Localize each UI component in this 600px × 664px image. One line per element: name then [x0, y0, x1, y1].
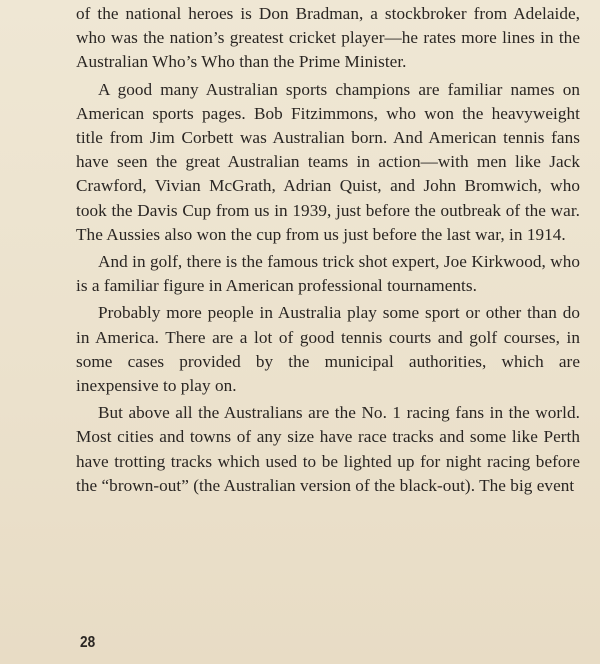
- body-text: [76, 2, 580, 498]
- page-number: 28: [80, 634, 96, 651]
- paragraph-sport-participation: Probably more people in Australia play some sport or other than do in America. There are a lot of good tennis courts and golf courses, in some cases provided by the municipal authorities, which are inexpensive to play on.: [76, 303, 580, 396]
- paragraph-bradman: of the national heroes is Don Bradman, a stockbroker from Adelaide, who was the nation’s greatest cricket player—he rates more lines in the Australian Who’s Who than the Prime Minister.: [76, 4, 580, 72]
- paragraph-racing: But above all the Australians are the No. 1 racing fans in the world. Most cities and towns of any size have race tracks and some like Perth have trotting tracks which used to be lighted up for night racing before the “brown-out” (the Australian version of the black-out). The big event: [76, 403, 580, 495]
- paragraph-sports-champions: A good many Australian sports champions are familiar names on American sports pages. Bob Fitzimmons, who won the heavyweight title from Jim Corbett was Australian born. And American tennis fans have seen the great Australian teams in action—with men like Jack Crawford, Vivian McGrath, Adrian Quist, and John Bromwich, who took the Davis Cup from us in 1939, just before the outbreak of the war. The Aussies also won the cup from us just before the last war, in 1914.: [76, 79, 580, 244]
- paragraph-golf: And in golf, there is the famous trick shot expert, Joe Kirkwood, who is a familiar figure in American professional tournaments.: [76, 252, 580, 296]
